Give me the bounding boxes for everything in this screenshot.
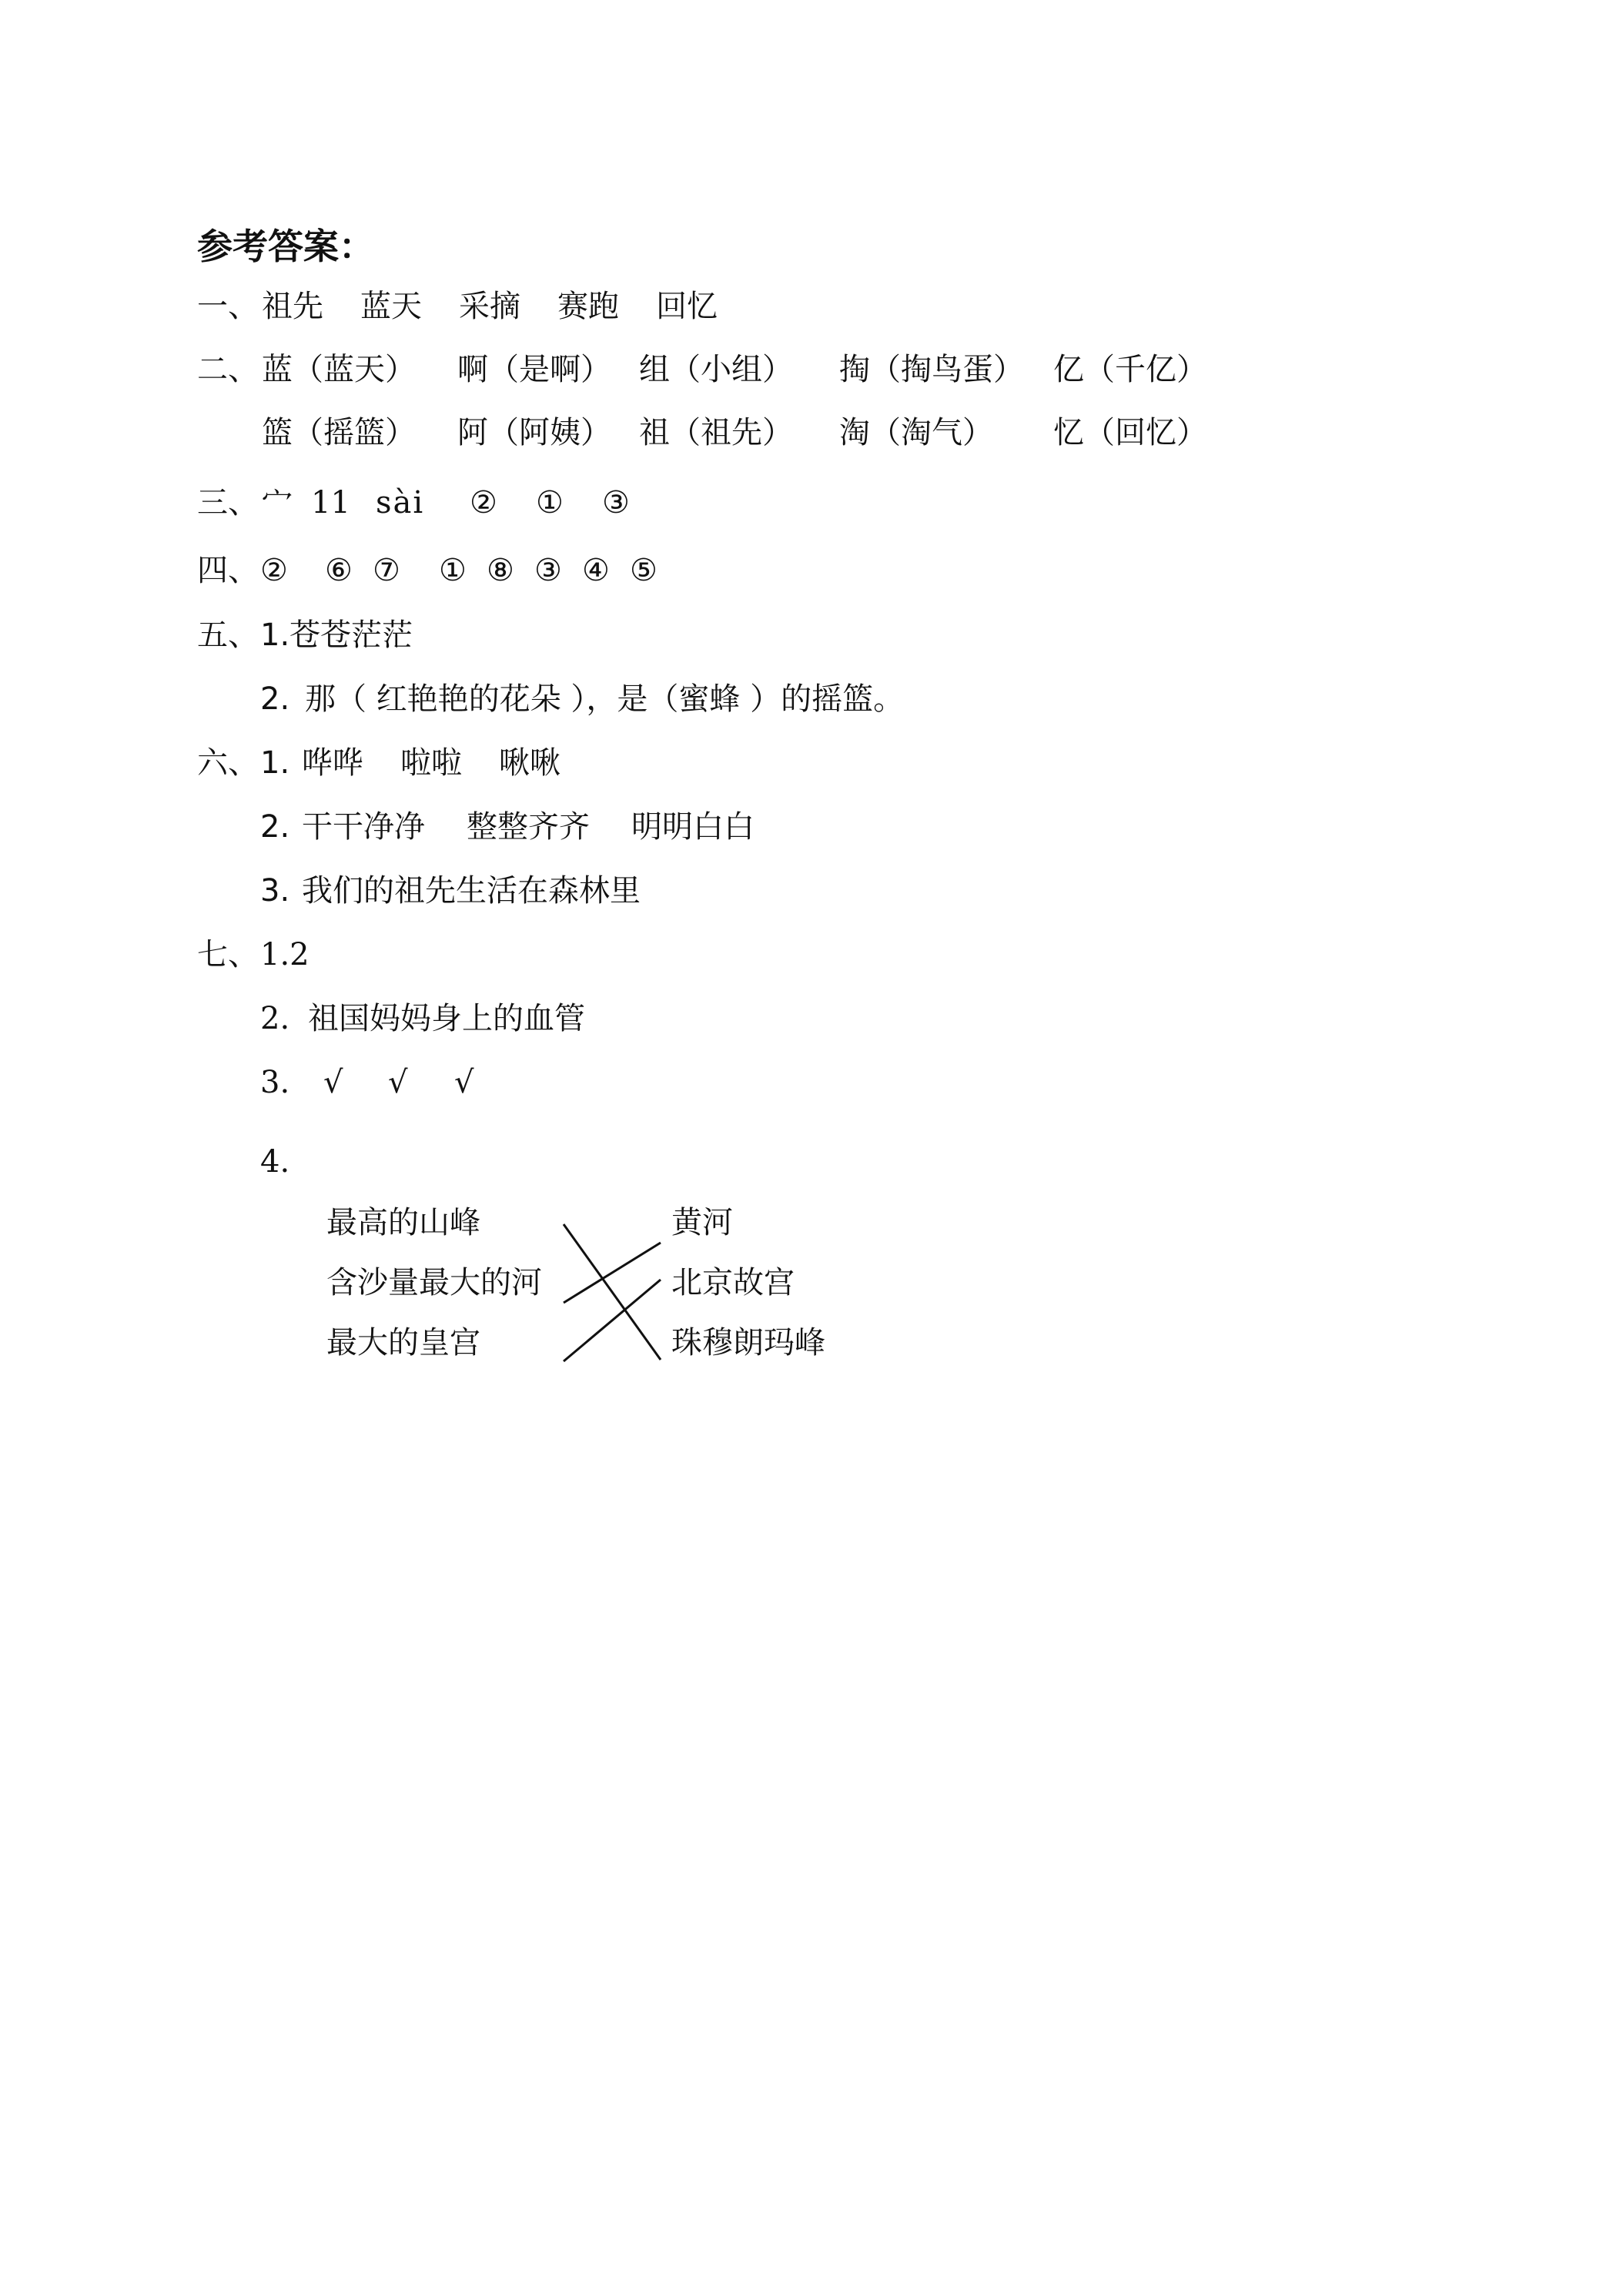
section-5-label: 五、: [197, 618, 259, 653]
page-title: 参考答案：: [197, 226, 374, 267]
s2-item: 亿（千亿）: [1053, 352, 1207, 387]
section-2-label: 二、: [197, 352, 259, 387]
s7-q3-num: 3.: [260, 1065, 290, 1100]
s6-q2-item: 明明白白: [631, 809, 755, 845]
s7-q1-answer: 1.2: [260, 937, 310, 972]
s2-item: 篮（摇篮）: [262, 415, 416, 450]
match-right-item: 北京故宫: [671, 1265, 795, 1300]
s2-item: 阿（阿姨）: [457, 415, 611, 450]
section-7-label: 七、: [197, 937, 259, 972]
s3-item: 宀: [262, 485, 293, 520]
section-1-label: 一、: [197, 289, 259, 324]
s2-item: 啊（是啊）: [457, 352, 611, 387]
s2-item: 祖（祖先）: [639, 415, 793, 450]
s4-item: ①: [439, 553, 467, 588]
s5-q2-num: 2.: [260, 681, 290, 717]
s4-item: ⑤: [630, 553, 658, 588]
match-left-item: 最高的山峰: [326, 1205, 480, 1240]
s6-q1-item: 啦啦: [400, 745, 462, 781]
s7-q4-num: 4.: [260, 1144, 290, 1180]
s6-q2-item: 干干净净: [302, 809, 425, 845]
s6-q1-item: 哗哗: [302, 745, 363, 781]
check-mark: √: [454, 1065, 474, 1100]
s4-item: ⑥: [325, 553, 353, 588]
check-mark: √: [323, 1065, 343, 1100]
s5-q1-num: 1.: [260, 618, 290, 653]
s6-q2-item: 整整齐齐: [467, 809, 590, 845]
match-right-item: 珠穆朗玛峰: [671, 1325, 825, 1361]
s3-item: ②: [470, 485, 497, 520]
s4-item: ②: [260, 553, 288, 588]
s2-item: 组（小组）: [639, 352, 793, 387]
s6-q1-num: 1.: [260, 745, 290, 781]
check-mark: √: [388, 1065, 408, 1100]
s2-item: 淘（淘气）: [839, 415, 993, 450]
s5-q2-answer: 那（ 红艳艳的花朵 ），是（蜜蜂 ）的摇篮。: [305, 681, 905, 717]
s6-q2-num: 2.: [260, 809, 290, 845]
s2-item: 忆（回忆）: [1053, 415, 1207, 450]
s5-q1-answer: 苍苍茫茫: [289, 618, 413, 653]
s4-item: ⑧: [487, 553, 514, 588]
s4-item: ⑦: [373, 553, 400, 588]
match-left-item: 最大的皇宫: [326, 1325, 480, 1361]
section-4-label: 四、: [197, 553, 259, 588]
s1-item: 采摘: [459, 289, 520, 324]
s3-item: ③: [602, 485, 630, 520]
s6-q3-num: 3.: [260, 873, 290, 909]
section-6-label: 六、: [197, 745, 259, 781]
s1-item: 赛跑: [557, 289, 619, 324]
s3-item: ①: [536, 485, 564, 520]
s2-item: 掏（掏鸟蛋）: [839, 352, 1024, 387]
s1-item: 祖先: [262, 289, 323, 324]
s3-item: sài: [376, 485, 425, 520]
match-right-item: 黄河: [671, 1205, 733, 1240]
s1-item: 回忆: [656, 289, 718, 324]
s4-item: ④: [582, 553, 610, 588]
match-left-item: 含沙量最大的河: [326, 1265, 542, 1300]
s3-item: 11: [311, 485, 350, 520]
s4-item: ③: [534, 553, 562, 588]
section-3-label: 三、: [197, 485, 259, 520]
s7-q2-answer: 祖国妈妈身上的血管: [308, 1001, 585, 1036]
s2-item: 蓝（蓝天）: [262, 352, 416, 387]
s1-item: 蓝天: [360, 289, 422, 324]
s6-q1-item: 啾啾: [499, 745, 561, 781]
s6-q3-answer: 我们的祖先生活在森林里: [302, 873, 641, 909]
s7-q2-num: 2.: [260, 1001, 290, 1036]
